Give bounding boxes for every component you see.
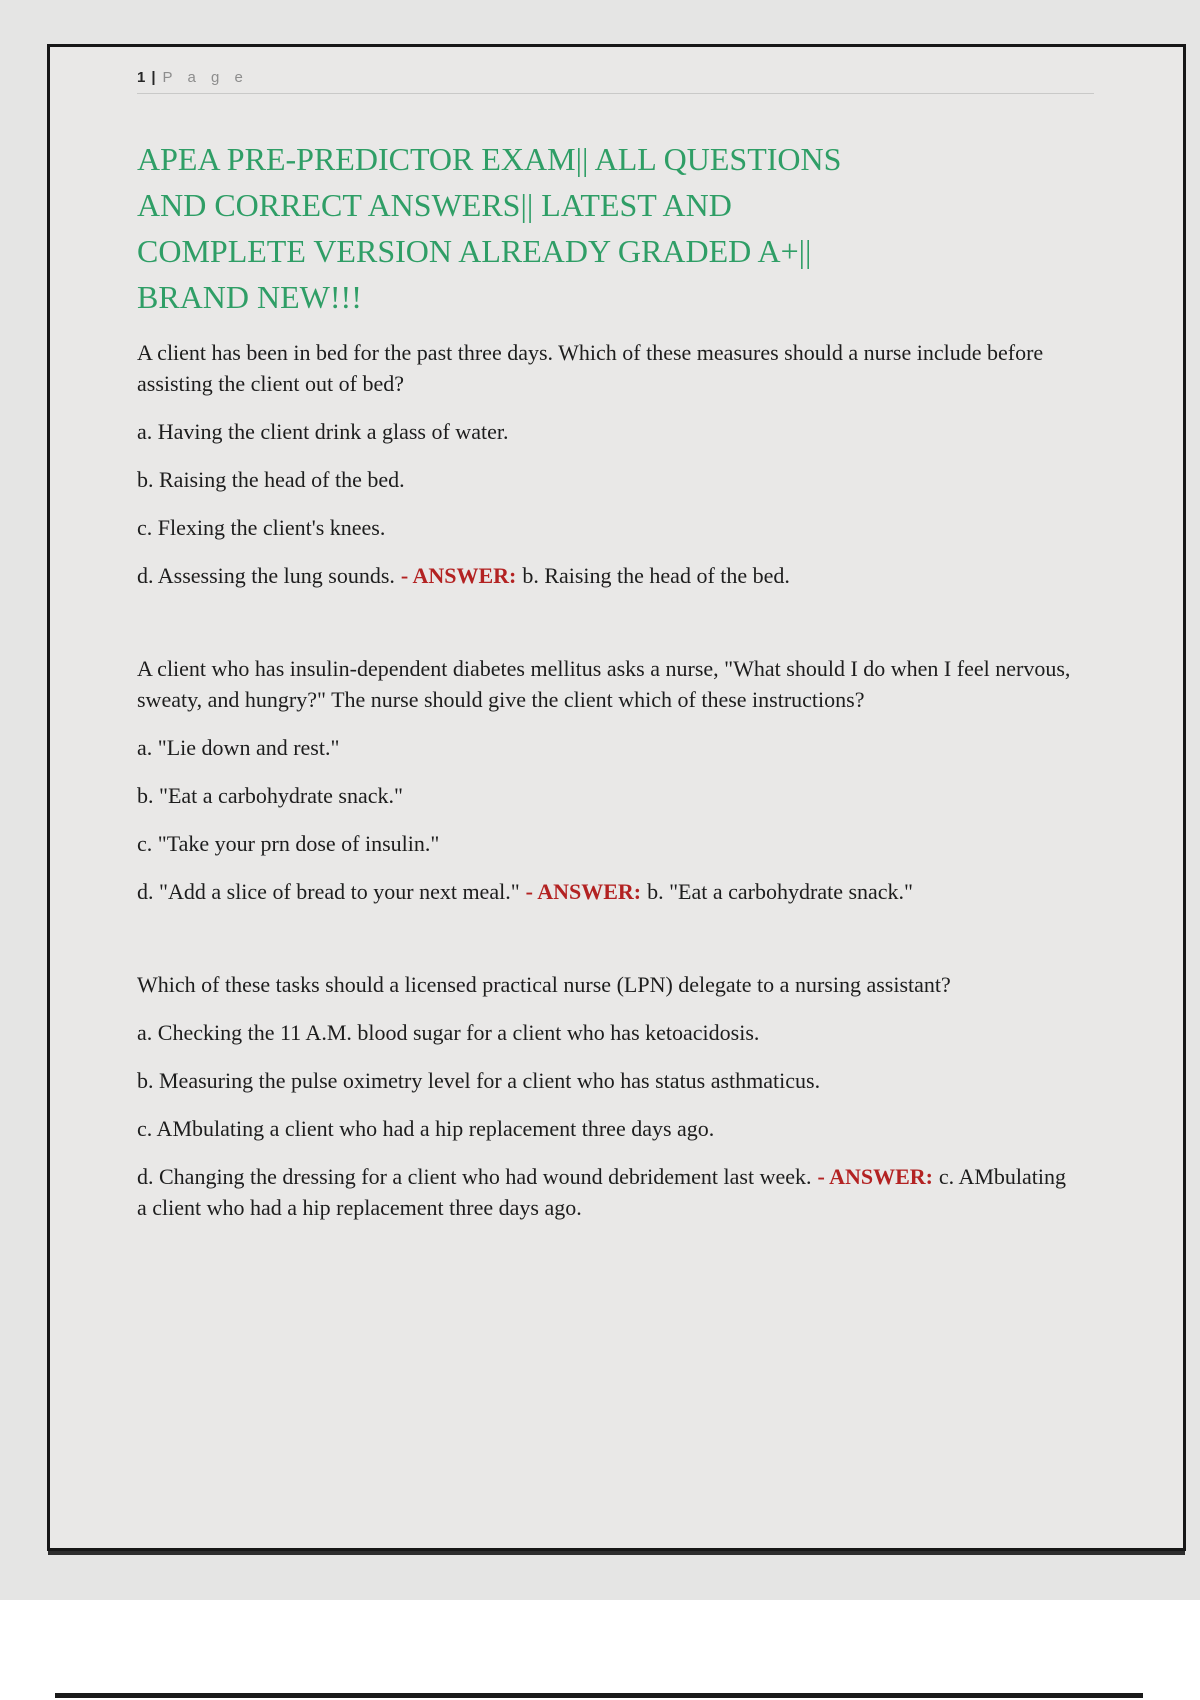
next-page-top-border <box>55 1693 1143 1698</box>
option-b: b. "Eat a carbohydrate snack." <box>137 783 403 808</box>
title-line: AND CORRECT ANSWERS|| LATEST AND <box>137 187 732 223</box>
page-content <box>50 47 1183 1223</box>
answer-line <box>137 876 1073 907</box>
question-block-3 <box>137 969 1073 1223</box>
option-b: b. Raising the head of the bed. <box>137 467 405 492</box>
option-c: c. "Take your prn dose of insulin." <box>137 831 440 856</box>
option-a: a. "Lie down and rest." <box>137 735 340 760</box>
page-number: 1 <box>137 69 147 86</box>
option-c: c. AMbulating a client who had a hip replacement three days ago. <box>137 1116 715 1141</box>
option-c: c. Flexing the client's knees. <box>137 515 386 540</box>
page-header-label: P a g e <box>162 69 249 86</box>
title-line: BRAND NEW!!! <box>137 279 362 315</box>
question-block-2 <box>137 653 1073 907</box>
option-a: a. Checking the 11 A.M. blood sugar for a client who has ketoacidosis. <box>137 1020 760 1045</box>
option-d: d. Changing the dressing for a client who had wound debridement last week. <box>137 1164 812 1189</box>
answer-marker: - ANSWER: <box>817 1164 933 1189</box>
answer-line <box>137 1161 1073 1223</box>
option-b: b. Measuring the pulse oximetry level for a client who has status asthmaticus. <box>137 1068 821 1093</box>
title-line: APEA PRE-PREDICTOR EXAM|| ALL QUESTIONS <box>137 141 842 177</box>
page-header <box>137 69 1073 86</box>
answer-line <box>137 560 1073 591</box>
question-prompt: Which of these tasks should a licensed practical nurse (LPN) delegate to a nursing assistant? <box>137 972 951 997</box>
question-block-1 <box>137 337 1073 591</box>
answer-text: b. Raising the head of the bed. <box>522 563 790 588</box>
title-line: COMPLETE VERSION ALREADY GRADED A+|| <box>137 233 812 269</box>
answer-text: c. AMbulating a client who had a hip replacement three days ago. <box>137 1164 1067 1220</box>
header-rule <box>137 93 1094 94</box>
option-d: d. "Add a slice of bread to your next meal." <box>137 879 520 904</box>
document-page <box>47 44 1186 1551</box>
question-prompt: A client who has insulin-dependent diabetes mellitus asks a nurse, "What should I do when I feel nervous, sweaty, and hungry?" The nurse should give the client which of these instructions? <box>137 656 1071 712</box>
option-a: a. Having the client drink a glass of water. <box>137 419 509 444</box>
document-title <box>137 136 1073 320</box>
answer-text: b. "Eat a carbohydrate snack." <box>647 879 914 904</box>
option-d: d. Assessing the lung sounds. <box>137 563 395 588</box>
page-header-separator: | <box>151 69 156 86</box>
answer-marker: - ANSWER: <box>400 563 517 588</box>
question-prompt: A client has been in bed for the past three days. Which of these measures should a nurse include before assisting the client out of bed? <box>137 340 1044 396</box>
answer-marker: - ANSWER: <box>525 879 642 904</box>
